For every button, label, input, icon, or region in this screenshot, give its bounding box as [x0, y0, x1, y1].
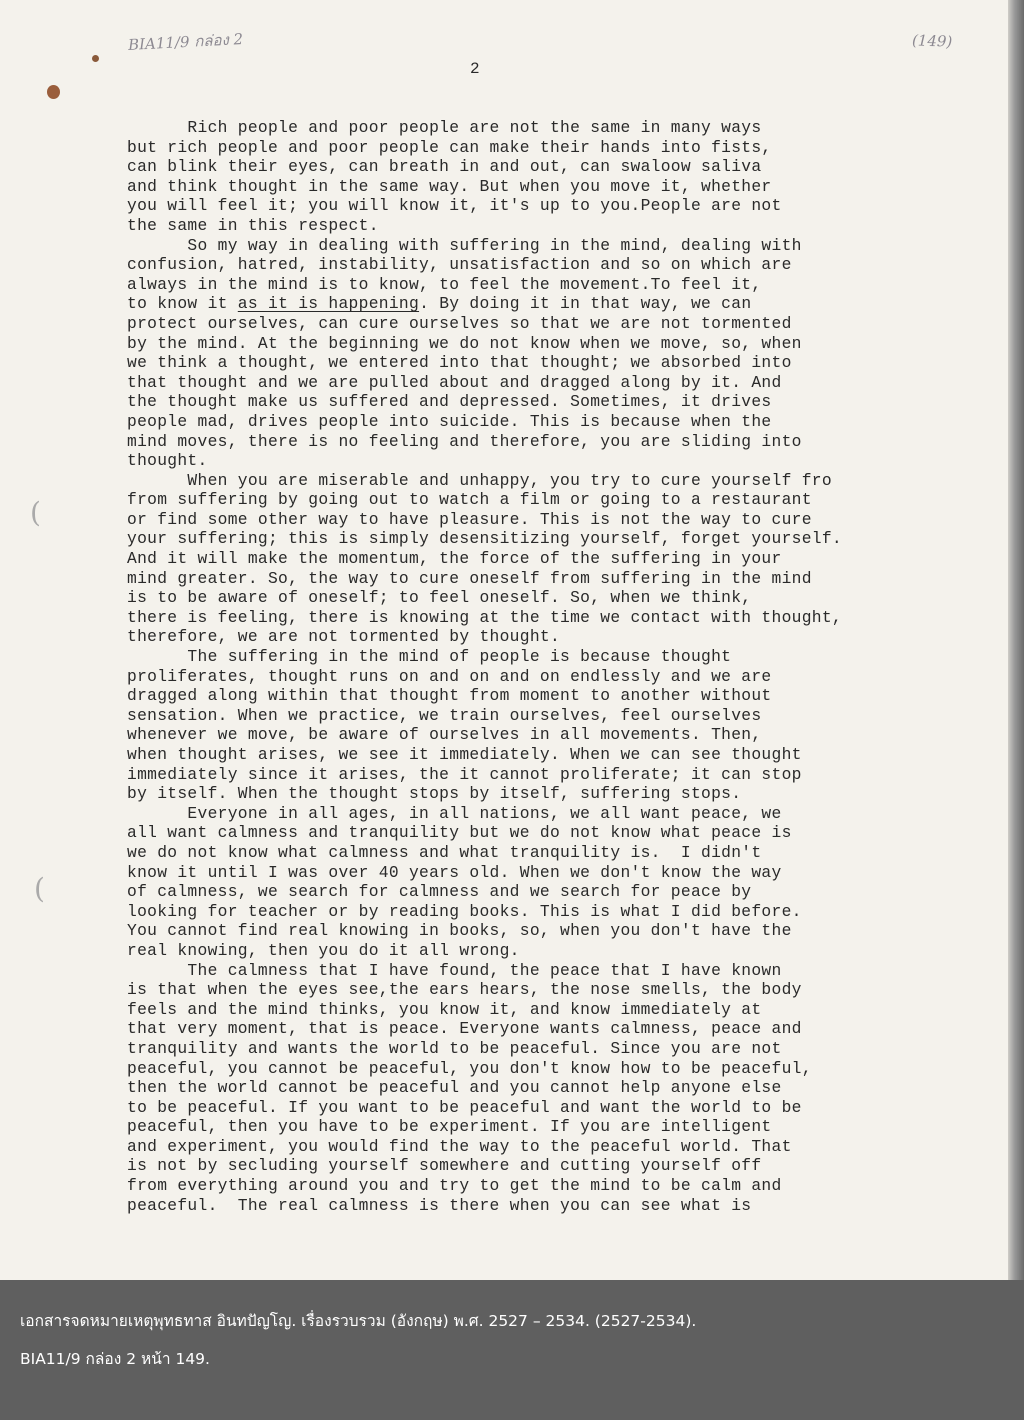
body-line: immediately since it arises, the it cannot proliferate; it can stop	[127, 764, 802, 784]
body-line: And it will make the momentum, the force of the suffering in your	[127, 549, 782, 569]
body-line: confusion, hatred, instability, unsatisfaction and so on which are	[127, 255, 792, 275]
body-line: then the world cannot be peaceful and you cannot help anyone else	[127, 1078, 782, 1098]
body-line: feels and the mind thinks, you know it, and know immediately at	[127, 999, 762, 1019]
body-line: tranquility and wants the world to be peaceful. Since you are not	[127, 1038, 782, 1058]
body-line: from everything around you and try to get the mind to be calm and	[127, 1176, 782, 1196]
body-line: Everyone in all ages, in all nations, we all want peace, we	[127, 803, 782, 823]
body-line: peaceful, you cannot be peaceful, you don't know how to be peaceful,	[127, 1058, 812, 1078]
body-line: thought.	[127, 451, 208, 471]
body-line: The calmness that I have found, the peace that I have known	[127, 960, 782, 980]
body-line: is not by secluding yourself somewhere and cutting yourself off	[127, 1156, 762, 1176]
body-line: by the mind. At the beginning we do not know when we move, so, when	[127, 333, 802, 353]
body-line: all want calmness and tranquility but we do not know what peace is	[127, 823, 792, 843]
ink-spot	[92, 55, 99, 62]
body-line: You cannot find real knowing in books, so, when you don't have the	[127, 921, 792, 941]
body-line: to know it as it is happening. By doing it in that way, we can	[127, 294, 752, 314]
body-line: or find some other way to have pleasure. This is not the way to cure	[127, 509, 812, 529]
body-line: always in the mind is to know, to feel the movement.To feel it,	[127, 274, 762, 294]
body-line: dragged along within that thought from moment to another without	[127, 686, 772, 706]
margin-bracket-mark: (	[30, 496, 41, 529]
body-line: When you are miserable and unhappy, you try to cure yourself fro	[127, 470, 832, 490]
body-line: real knowing, then you do it all wrong.	[127, 940, 520, 960]
page-edge	[1008, 0, 1024, 1420]
body-line: the thought make us suffered and depressed. Sometimes, it drives	[127, 392, 772, 412]
body-line: sensation. When we practice, we train ourselves, feel ourselves	[127, 705, 762, 725]
body-line: mind greater. So, the way to cure oneself from suffering in the mind	[127, 568, 812, 588]
ink-spot	[47, 85, 60, 99]
body-line: that thought and we are pulled about and dragged along by it. And	[127, 372, 782, 392]
body-line: there is feeling, there is knowing at the time we contact with thought,	[127, 607, 842, 627]
body-line: we do not know what calmness and what tranquility is. I didn't	[127, 842, 762, 862]
body-line: protect ourselves, can cure ourselves so that we are not tormented	[127, 313, 792, 333]
underlined-phrase: as it is happening	[237, 294, 420, 314]
body-line: can blink their eyes, can breath in and out, can swaloow saliva	[127, 157, 762, 177]
body-line: whenever we move, be aware of ourselves in all movements. Then,	[127, 725, 762, 745]
body-line: we think a thought, we entered into that thought; we absorbed into	[127, 353, 792, 373]
body-line: of calmness, we search for calmness and we search for peace by	[127, 882, 752, 902]
body-line: the same in this respect.	[127, 215, 379, 235]
typewritten-body	[127, 118, 997, 1215]
body-line: and experiment, you would find the way to the peaceful world. That	[127, 1136, 792, 1156]
body-line: therefore, we are not tormented by thought.	[127, 627, 561, 647]
body-line: looking for teacher or by reading books. This is what I did before.	[127, 901, 802, 921]
body-line: Rich people and poor people are not the same in many ways	[127, 118, 762, 137]
handwritten-page-ref: (149)	[911, 31, 953, 51]
body-line: but rich people and poor people can make their hands into fists,	[127, 137, 772, 157]
body-line: peaceful, then you have to be experiment. If you are intelligent	[127, 1117, 772, 1137]
body-line: your suffering; this is simply desensitizing yourself, forget yourself.	[127, 529, 842, 549]
body-line: from suffering by going out to watch a film or going to a restaurant	[127, 490, 812, 510]
body-line: is that when the eyes see,the ears hears, the nose smells, the body	[127, 980, 802, 1000]
body-line: to be peaceful. If you want to be peaceful and want the world to be	[127, 1097, 802, 1117]
body-line: and think thought in the same way. But when you move it, whether	[127, 176, 772, 196]
body-line: when thought arises, we see it immediately. When we can see thought	[127, 745, 802, 764]
body-line: peaceful. The real calmness is there when you can see what is	[127, 1195, 752, 1215]
body-line: know it until I was over 40 years old. When we don't know the way	[127, 862, 782, 882]
page-number: 2	[470, 60, 480, 78]
handwritten-archive-ref: BIA11/9 กล่อง 2	[127, 29, 244, 55]
body-line: is to be aware of oneself; to feel oneself. So, when we think,	[127, 588, 752, 608]
body-line: So my way in dealing with suffering in the mind, dealing with	[127, 235, 802, 255]
body-line: by itself. When the thought stops by itself, suffering stops.	[127, 784, 742, 804]
caption-reference: BIA11/9 กล่อง 2 หน้า 149.	[20, 1350, 210, 1368]
body-line: people mad, drives people into suicide. This is because when the	[127, 411, 772, 431]
body-line: you will feel it; you will know it, it's up to you.People are not	[127, 196, 782, 216]
margin-bracket-mark: (	[34, 872, 45, 905]
caption-bar	[0, 1280, 1024, 1420]
body-line: The suffering in the mind of people is because thought	[127, 647, 732, 667]
body-line: mind moves, there is no feeling and therefore, you are sliding into	[127, 431, 802, 451]
body-line: proliferates, thought runs on and on and on endlessly and we are	[127, 666, 772, 686]
caption-title: เอกสารจดหมายเหตุพุทธทาส อินทปัญโญ. เรื่องรวบรวม (อังกฤษ) พ.ศ. 2527 – 2534. (2527-2534).	[20, 1312, 697, 1330]
body-line: that very moment, that is peace. Everyone wants calmness, peace and	[127, 1019, 802, 1039]
